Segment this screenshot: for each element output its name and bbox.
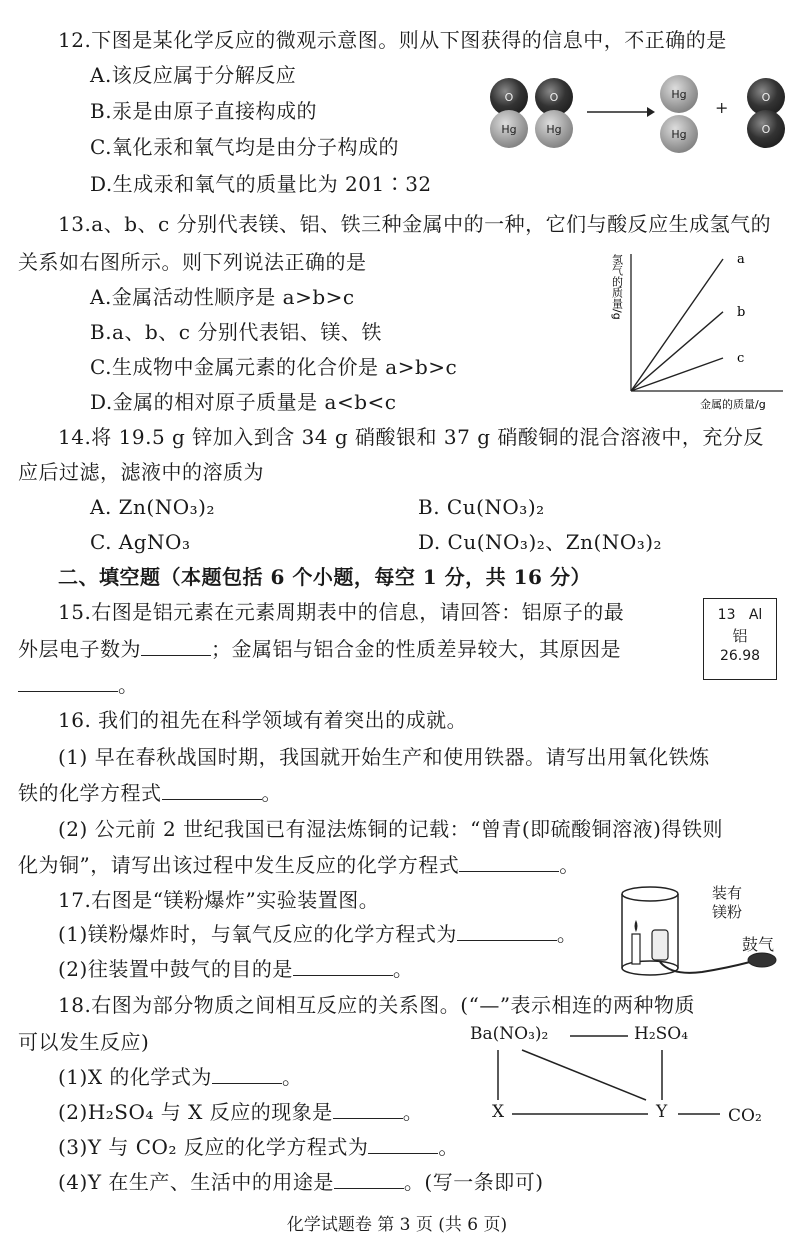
q18-text: (2)H₂SO₄ 与 X 反应的现象是 [58,1100,333,1124]
answer-blank[interactable] [457,922,557,941]
q15-text-a: 外层电子数为 [18,637,141,661]
node-x: X [492,1102,505,1122]
oxygen-atom: O [490,78,528,116]
series-label-b: b [737,304,746,320]
answer-blank[interactable] [293,957,393,976]
q18-line-4 [58,1100,423,1124]
section-heading: 二、填空题（本题包括 6 个小题，每空 1 分，共 16 分） [58,565,591,589]
series-label-c: c [737,351,745,366]
q12-option-c: C.氧化汞和氧气均是由分子构成的 [90,135,399,159]
q14-stem-2: 应后过滤，滤液中的溶质为 [18,460,264,484]
q12-stem: 12.下图是某化学反应的微观示意图。则从下图获得的信息中，不正确的是 [58,28,727,52]
mercury-atom: Hg [660,75,698,113]
arrow-icon [585,105,655,119]
node-sulfuric-acid: H₂SO₄ [634,1024,689,1044]
q16-text: 化为铜”，请写出该过程中发生反应的化学方程式 [18,853,460,877]
element-card-aluminum [703,598,777,680]
q16-line-5 [18,853,580,877]
node-barium-nitrate: Ba(NO₃)₂ [470,1024,549,1044]
series-line-b [631,312,723,391]
period: 。 [402,1100,424,1124]
q14-stem-1: 14.将 19.5 g 锌加入到含 34 g 硝酸银和 37 g 硝酸铜的混合溶液中，充分反 [58,425,764,449]
q18-text: (1)X 的化学式为 [58,1065,212,1089]
q18-line-1: 18.右图为部分物质之间相互反应的关系图。(“—”表示相连的两种物质 [58,993,696,1017]
series-line-a [631,259,723,391]
q13-stem-1: 13.a、b、c 分别代表镁、铝、铁三种金属中的一种，它们与酸反应生成氢气的 [58,212,772,236]
atomic-mass: 26.98 [719,648,761,664]
node-y: Y [656,1102,668,1122]
q15-line-1: 15.右图是铝元素在元素周期表中的信息，请回答：铝原子的最 [58,600,625,624]
answer-blank[interactable] [18,673,118,692]
relation-diagram [470,1020,788,1140]
period: 。 [438,1135,459,1159]
q17-text: (2)往装置中鼓气的目的是 [58,957,293,981]
q14-option-b: B. Cu(NO₃)₂ [418,495,545,519]
q17-line-3 [58,957,413,981]
plus-sign: + [715,98,729,117]
q14-option-d: D. Cu(NO₃)₂、Zn(NO₃)₂ [418,530,663,554]
q13-option-d: D.金属的相对原子质量是 a<b<c [90,390,397,414]
q15-line-3 [18,673,139,697]
q13-option-b: B.a、b、c 分别代表铝、镁、铁 [90,320,382,344]
oxygen-atom: O [535,78,573,116]
q16-text: 铁的化学方程式 [18,781,162,805]
q18-line-3 [58,1065,302,1089]
q16-line-2: (1) 早在春秋战国时期，我国就开始生产和使用铁器。请写出用氧化铁炼 [58,745,710,769]
q16-line-3 [18,781,282,805]
element-name: 铝 [732,627,748,645]
q13-option-c: C.生成物中金属元素的化合价是 a>b>c [90,355,458,379]
series-line-c [631,358,723,391]
q18-line-6 [58,1170,544,1194]
q13-stem-2: 关系如右图所示。则下列说法正确的是 [18,250,367,274]
period: 。 [281,1065,303,1089]
period: 。 [556,922,578,946]
oxygen-atom: O [747,110,785,148]
answer-blank[interactable] [459,853,559,872]
hydrogen-mass-chart [605,246,790,416]
q18-line-5 [58,1135,459,1159]
q18-text: (4)Y 在生产、生活中的用途是 [58,1170,334,1194]
y-axis-label: 氢气的质量/g [610,254,624,320]
q17-line-2 [58,922,577,946]
magnesium-explosion-apparatus [612,880,787,985]
q14-option-a: A. Zn(NO₃)₂ [90,495,215,519]
q17-text: (1)镁粉爆炸时，与氧气反应的化学方程式为 [58,922,457,946]
mercury-atom: Hg [660,115,698,153]
label-magnesium-powder: 装有镁粉 [712,884,743,921]
q18-text: (3)Y 与 CO₂ 反应的化学方程式为 [58,1135,369,1159]
q17-line-1: 17.右图是“镁粉爆炸”实验装置图。 [58,888,380,912]
q14-option-c: C. AgNO₃ [90,530,191,554]
mercury-atom: Hg [535,110,573,148]
q16-line-1: 16. 我们的祖先在科学领域有着突出的成就。 [58,708,468,732]
q16-line-4: (2) 公元前 2 世纪我国已有湿法炼铜的记载：“曾青(即硫酸铜溶液)得铁则 [58,817,723,841]
element-symbol: Al [748,607,763,623]
label-blow-air: 鼓气 [742,935,775,954]
x-axis-label: 金属的质量/g [700,398,766,411]
period: 。 [392,957,414,981]
period: 。(写一条即可) [403,1170,544,1194]
q12-option-d: D.生成汞和氧气的质量比为 201∶32 [90,172,432,196]
node-carbon-dioxide: CO₂ [728,1106,762,1126]
period: 。 [559,853,580,877]
atomic-number: 13 [717,607,736,623]
period: 。 [261,781,282,805]
reaction-diagram [485,70,790,160]
q12-option-a: A.该反应属于分解反应 [90,63,297,87]
mercury-atom: Hg [490,110,528,148]
page-footer: 化学试题卷 第 3 页 (共 6 页) [286,1215,508,1235]
element-header [704,607,776,623]
q13-option-a: A.金属活动性顺序是 a>b>c [90,285,355,309]
oxygen-atom: O [747,78,785,116]
q18-line-2: 可以发生反应) [18,1030,150,1054]
answer-blank[interactable] [141,637,211,656]
q15-line-2 [18,637,621,661]
answer-blank[interactable] [333,1100,403,1119]
answer-blank[interactable] [334,1170,404,1189]
period: 。 [118,673,139,697]
answer-blank[interactable] [212,1065,282,1084]
answer-blank[interactable] [162,781,262,800]
answer-blank[interactable] [368,1135,438,1154]
q15-text-b: ；金属铝与铝合金的性质差异较大，其原因是 [211,637,621,661]
series-label-a: a [737,252,745,267]
q12-option-b: B.汞是由原子直接构成的 [90,99,318,123]
